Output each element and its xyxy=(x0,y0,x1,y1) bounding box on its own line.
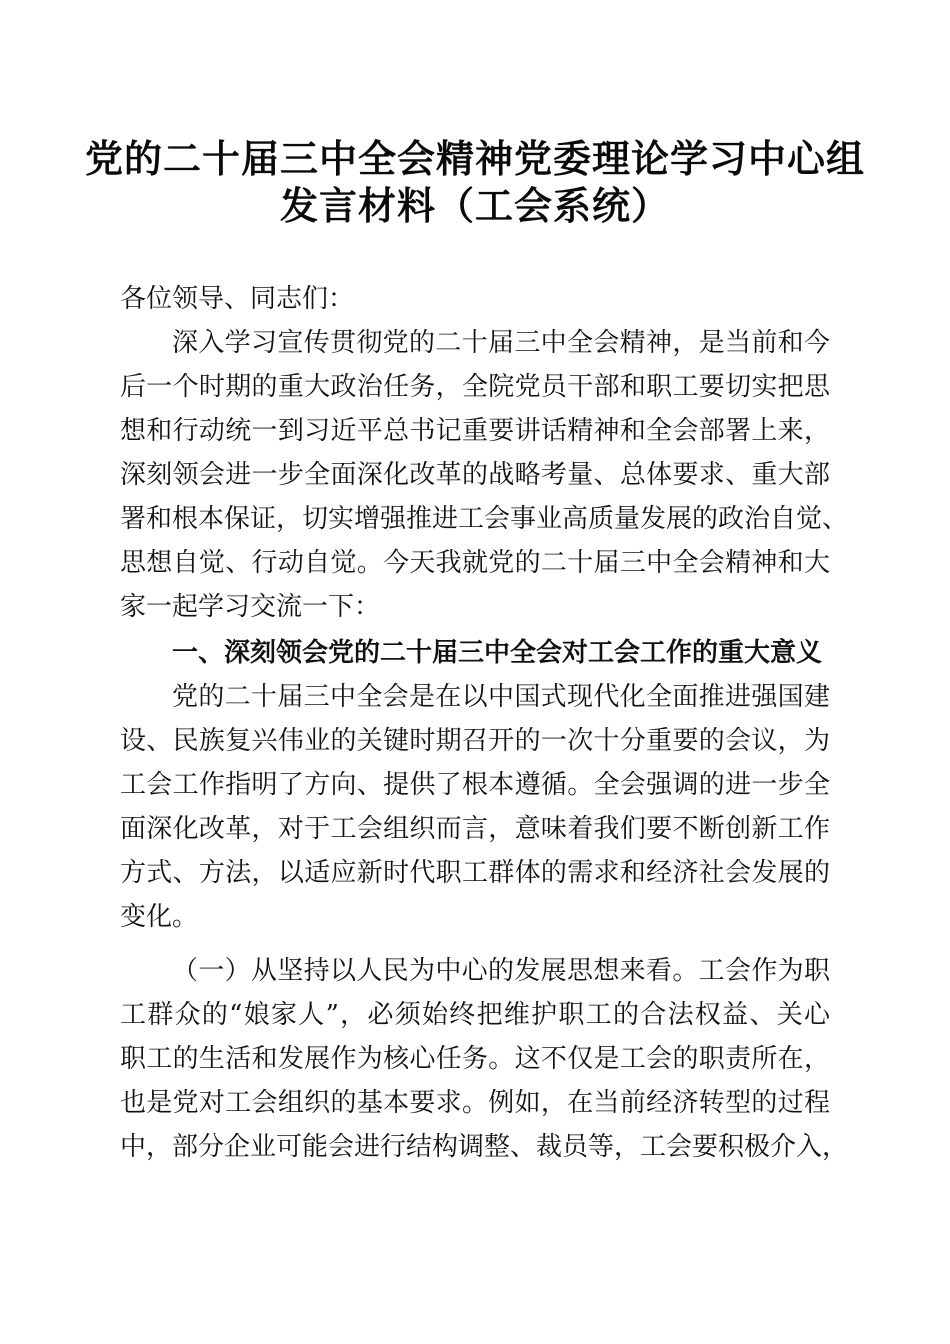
subsection-1-line-1: （一）从坚持以人民为中心的发展思想来看。工会作为职 xyxy=(172,956,830,986)
intro-line-6: 思想自觉、行动自觉。今天我就党的二十届三中全会精神和大 xyxy=(120,548,830,578)
section-1-line-1: 党的二十届三中全会是在以中国式现代化全面推进强国建 xyxy=(172,682,830,712)
section-1-line-4: 面深化改革，对于工会组织而言，意味着我们要不断创新工作 xyxy=(120,814,830,844)
intro-line-1: 深入学习宣传贯彻党的二十届三中全会精神，是当前和今 xyxy=(172,328,830,358)
salutation: 各位领导、同志们： xyxy=(120,284,355,314)
intro-line-3: 想和行动统一到习近平总书记重要讲话精神和全会部署上来， xyxy=(120,416,830,446)
intro-line-4: 深刻领会进一步全面深化改革的战略考量、总体要求、重大部 xyxy=(120,460,830,490)
document-title-line-2: 发言材料（工会系统） xyxy=(279,184,670,228)
subsection-1-line-3: 职工的生活和发展作为核心任务。这不仅是工会的职责所在， xyxy=(120,1044,830,1074)
document-title-line-1: 党的二十届三中全会精神党委理论学习中心组 xyxy=(84,137,865,181)
subsection-1-line-4: 也是党对工会组织的基本要求。例如，在当前经济转型的过程 xyxy=(120,1088,830,1118)
section-1-heading: 一、深刻领会党的二十届三中全会对工会工作的重大意义 xyxy=(172,638,823,668)
intro-line-2: 后一个时期的重大政治任务，全院党员干部和职工要切实把思 xyxy=(120,372,830,402)
subsection-1-line-5: 中，部分企业可能会进行结构调整、裁员等，工会要积极介入， xyxy=(120,1132,849,1162)
intro-line-7: 家一起学习交流一下： xyxy=(120,592,381,622)
subsection-1-line-2: 工群众的“娘家人”，必须始终把维护职工的合法权益、关心 xyxy=(120,1000,830,1030)
section-1-line-3: 工会工作指明了方向、提供了根本遵循。全会强调的进一步全 xyxy=(120,770,830,800)
section-1-line-5: 方式、方法，以适应新时代职工群体的需求和经济社会发展的 xyxy=(120,858,830,888)
section-1-line-6: 变化。 xyxy=(120,902,199,932)
section-1-line-2: 设、民族复兴伟业的关键时期召开的一次十分重要的会议，为 xyxy=(120,726,830,756)
intro-line-5: 署和根本保证，切实增强推进工会事业高质量发展的政治自觉、 xyxy=(120,504,849,534)
